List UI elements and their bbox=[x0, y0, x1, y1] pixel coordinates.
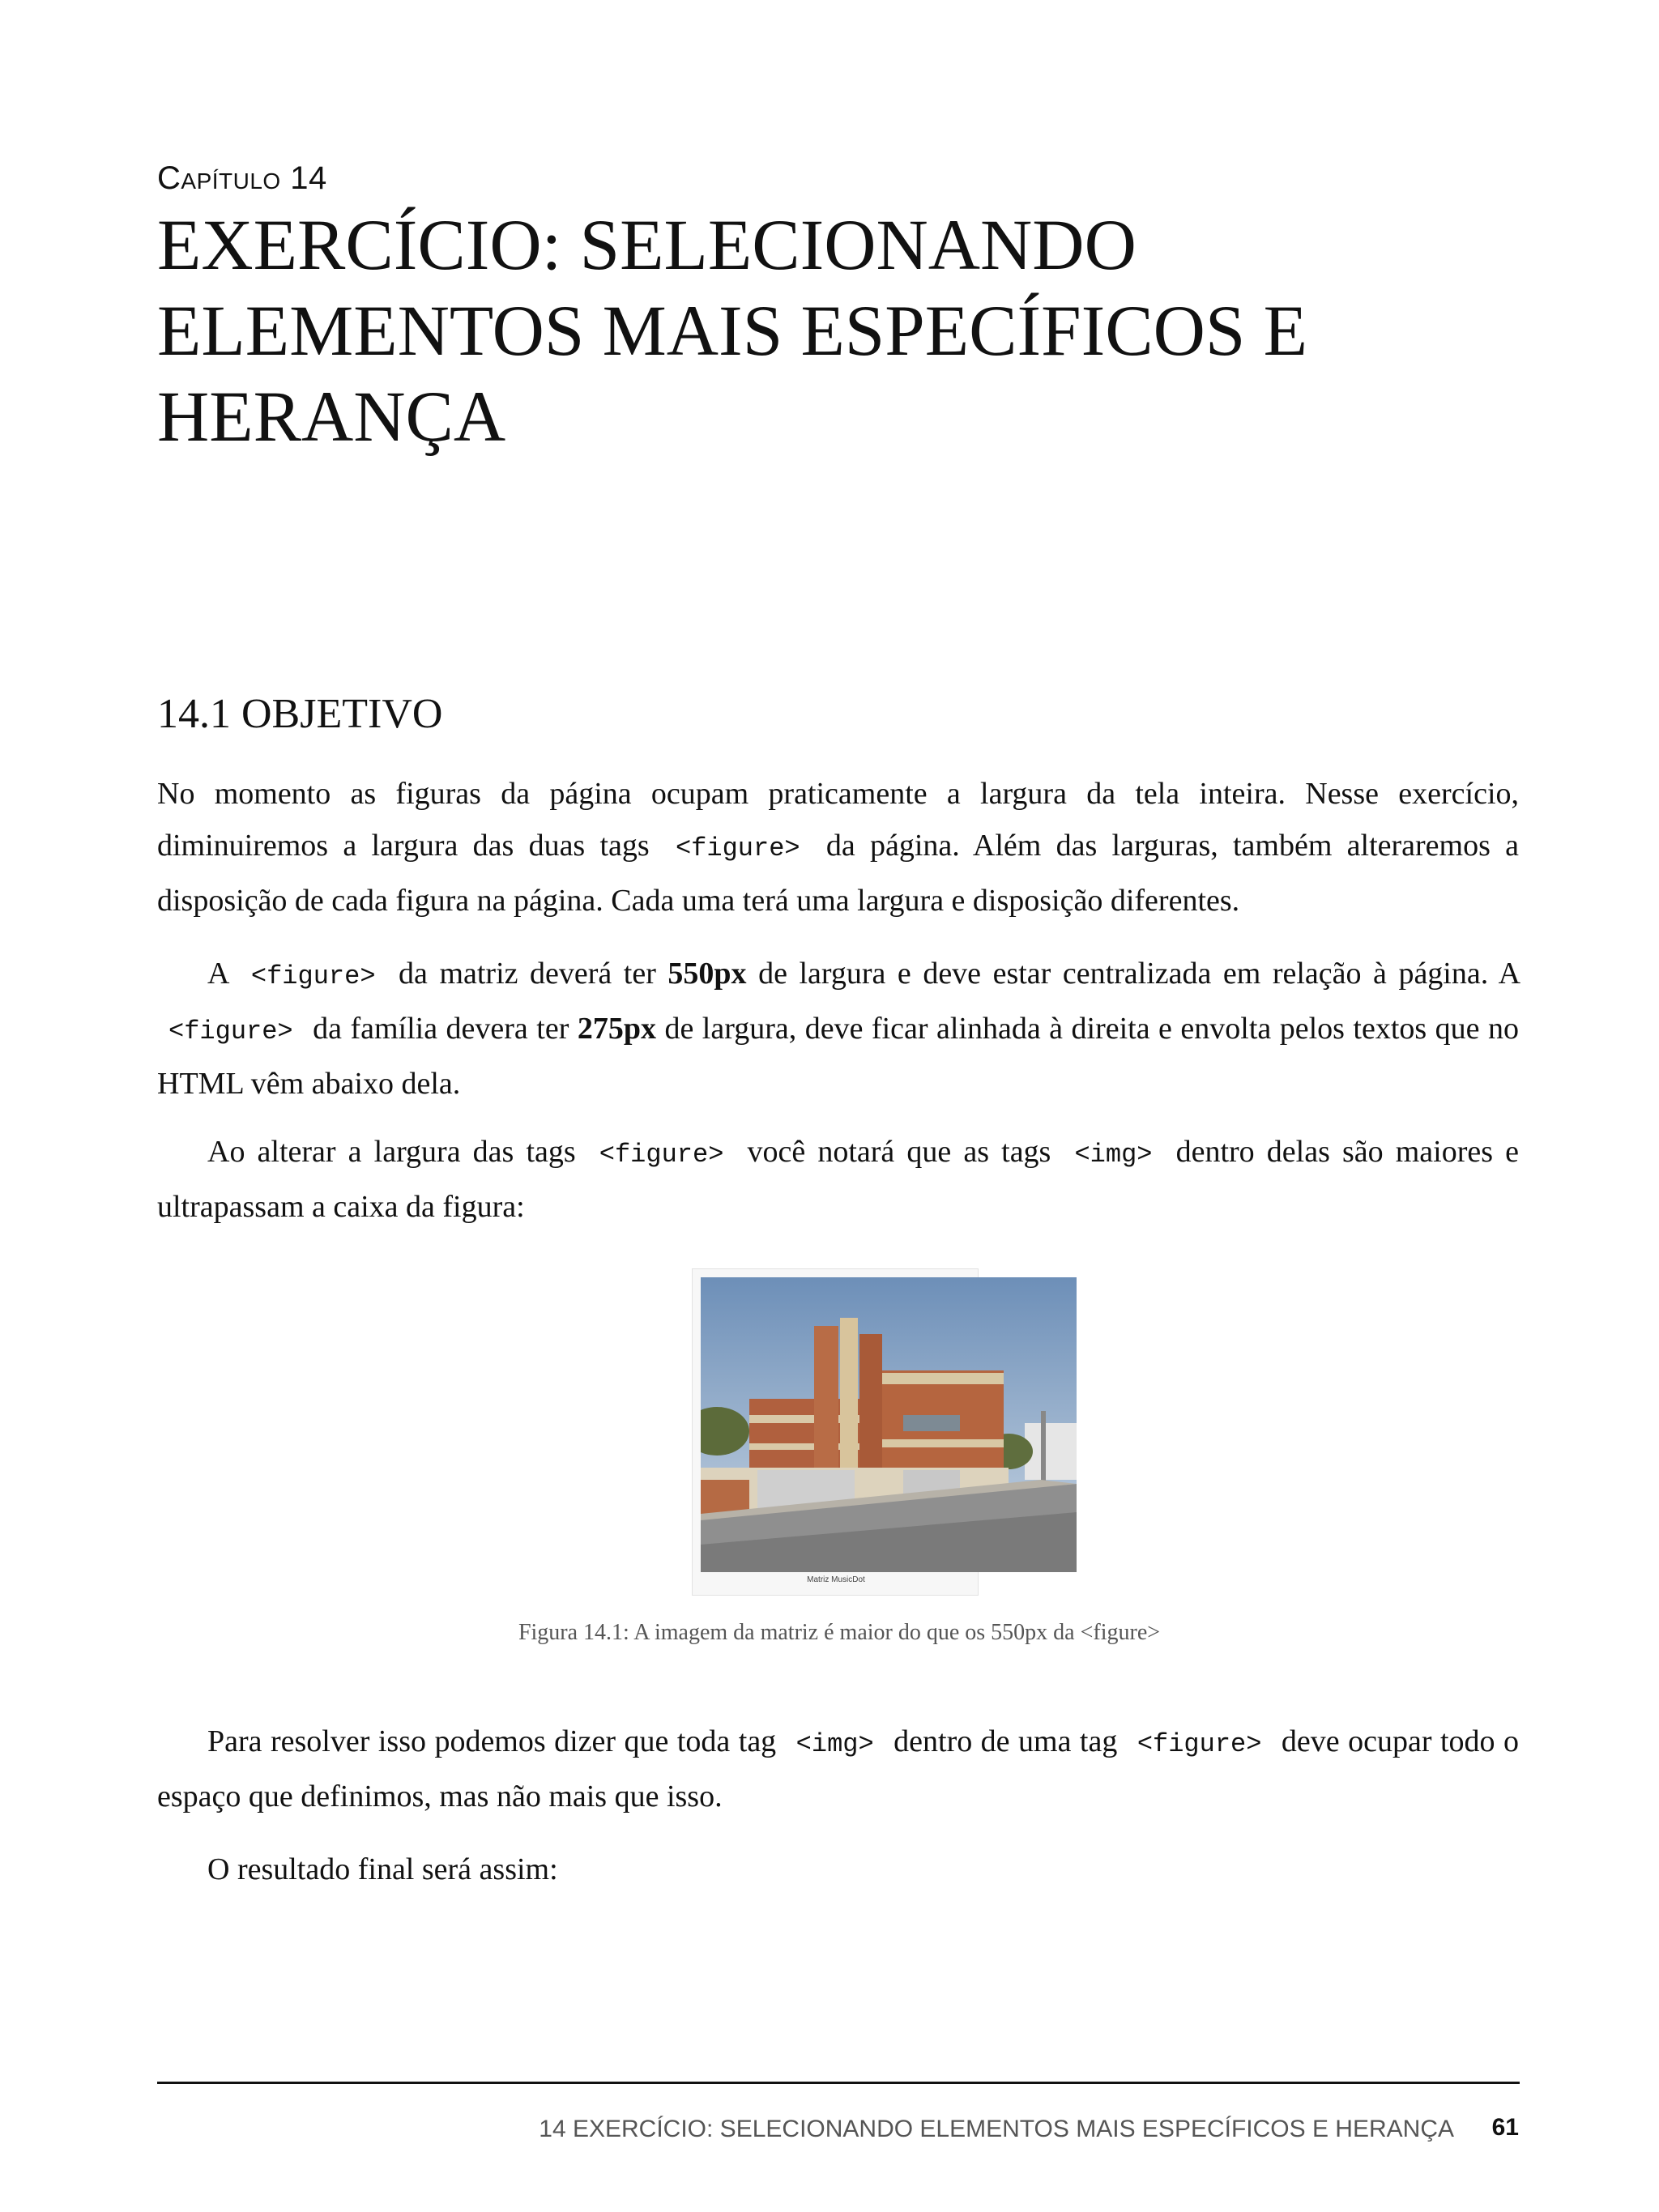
chapter-title: EXERCÍCIO: SELECIONANDO ELEMENTOS MAIS ESPECÍFICOS E HERANÇA bbox=[157, 206, 1308, 457]
paragraph-result: O resultado final será assim: bbox=[207, 1852, 558, 1886]
paragraph-objective-3: Ao alterar a largura das tags <figure> você notará que as tags <img> dentro delas são maiores e ultrapassam a caixa da figura: bbox=[157, 1135, 1519, 1224]
figure-matriz-photo bbox=[692, 1268, 979, 1596]
figure-caption: Figura 14.1: A imagem da matriz é maior do que os 550px da <figure> bbox=[518, 1620, 1161, 1645]
footer-running-title: 14 EXERCÍCIO: SELECIONANDO ELEMENTOS MAIS ESPECÍFICOS E HERANÇA bbox=[539, 2116, 1454, 2142]
chapter-label: Capítulo 14 bbox=[157, 160, 327, 196]
paragraph-objective-2: A <figure> da matriz deverá ter 550px de largura e deve estar centralizada em relação à página. A <figure> da família devera ter 275px de largura, deve ficar alinhada à direita e envolta pelos textos que no HTML vêm abaixo dela. bbox=[157, 957, 1520, 1101]
code-figure-tag: <figure> bbox=[250, 961, 376, 991]
code-img-tag: <img> bbox=[1074, 1140, 1153, 1170]
section-title: 14.1 OBJETIVO bbox=[157, 691, 443, 737]
code-figure-tag: <figure> bbox=[675, 833, 800, 863]
code-figure-tag: <figure> bbox=[599, 1140, 724, 1170]
bold-width-275: 275px bbox=[577, 1012, 656, 1046]
footer-divider bbox=[157, 2082, 1520, 2084]
code-figure-tag: <figure> bbox=[168, 1016, 293, 1046]
bold-width-550: 550px bbox=[667, 957, 747, 991]
paragraph-objective-1: No momento as figuras da página ocupam praticamente a largura da tela inteira. Nesse exercício, diminuiremos a largura das duas tags <figure> da página. Além das larguras, também alteraremos a disposição de cada figura na página. Cada uma terá uma largura e disposição diferentes. bbox=[157, 777, 1520, 918]
building-photo-scene bbox=[701, 1277, 1077, 1572]
paragraph-solution: Para resolver isso podemos dizer que toda tag <img> dentro de uma tag <figure> deve ocupar todo o espaço que definimos, mas não mais que isso. bbox=[157, 1724, 1519, 1813]
code-figure-tag: <figure> bbox=[1137, 1729, 1262, 1759]
figure-inner-caption: Matriz MusicDot bbox=[807, 1575, 865, 1584]
page-number: 61 bbox=[1491, 2114, 1519, 2141]
code-img-tag: <img> bbox=[795, 1729, 874, 1759]
